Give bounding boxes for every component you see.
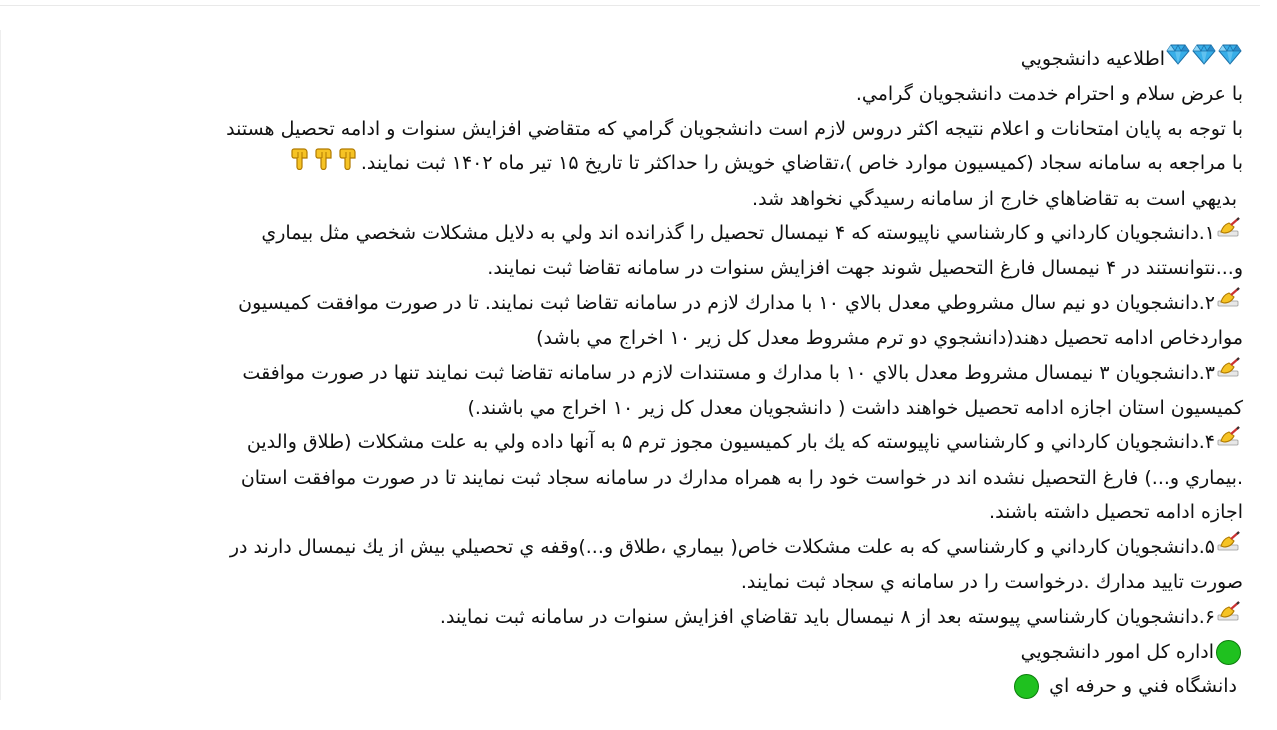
green-circle-icon: [1216, 640, 1241, 665]
list-item-continuation: كميسيون استان اجازه ادامه تحصيل خواهند داشت ( دانشجويان معدل كل زير ۱۰ اخراج مي باشند.): [467, 397, 1243, 420]
list-item-continuation: اجازه ادامه تحصيل داشته باشند.: [989, 501, 1243, 524]
list-item: ۶.دانشجويان كارشناسي پيوسته بعد از ۸ نيمسال بايد تقاضاي افزايش سنوات در سامانه ثبت نمايند.: [2, 600, 1243, 635]
deadline-text: با مراجعه به سامانه سجاد (كميسيون موارد خاص )،تقاضاي خويش را حداكثر تا تاريخ ۱۵ تير ماه ۱۴۰۲ ثبت نمايند.: [360, 152, 1243, 175]
signature-office-line: [2, 635, 1243, 669]
signature-university-line: [2, 669, 1243, 703]
greeting-line: با عرض سلام و احترام خدمت دانشجويان گرامي.: [855, 83, 1243, 106]
list-item-continuation: و...نتوانستند در ۴ نيمسال فارغ التحصيل شوند جهت افزايش سنوات در سامانه تقاضا ثبت نمايند.: [487, 257, 1243, 280]
hand-pointing-down-icon: [290, 146, 312, 181]
green-circle-icon: [1014, 674, 1039, 699]
writing-hand-icon: [1216, 530, 1242, 565]
list-item-continuation: .بيماري و...) فارغ التحصيل نشده اند در خواست خود را به همراه مدارك در سامانه سجاد ثبت نمايند تا در صورت موافقت استان: [240, 466, 1243, 489]
post-title-line: [2, 42, 1243, 77]
hand-pointing-down-icon: [338, 146, 360, 181]
post-title: اطلاعيه دانشجويي: [1020, 48, 1165, 71]
gem-icon: [1192, 42, 1216, 77]
hand-pointing-down-icon: [314, 146, 336, 181]
list-item-continuation: صورت تاييد مدارك .درخواست را در سامانه ي سجاد ثبت نمايند.: [740, 571, 1243, 594]
announcement-post: [2, 42, 1243, 704]
writing-hand-icon: [1216, 216, 1242, 251]
writing-hand-icon: [1216, 356, 1242, 391]
signature-university: دانشگاه فني و حرفه اي: [1049, 675, 1237, 698]
writing-hand-icon: [1216, 286, 1242, 321]
list-item: ۲.دانشجويان دو نيم سال مشروطي معدل بالاي ۱۰ با مدارك لازم در سامانه تقاضا ثبت نمايند. تا در صورت موافقت كميسيون: [2, 286, 1243, 321]
list-item: ۳.دانشجويان ۳ نيمسال مشروط معدل بالاي ۱۰ با مدارك و مستندات لازم در سامانه تقاضا ثبت نمايند تنها در صورت موافقت: [2, 356, 1243, 391]
signature-office: اداره كل امور دانشجويي: [1020, 640, 1214, 663]
intro-line-1: با توجه به پايان امتحانات و اعلام نتيجه اكثر دروس لازم است دانشجويان گرامي كه متقاضي افزايش سنوات و ادامه تحصيل هستند: [226, 117, 1243, 140]
left-divider: [0, 30, 1, 700]
list-item: ۵.دانشجويان كارداني و كارشناسي كه به علت مشكلات خاص( بيماري ،طلاق و...)وقفه ي تحصيلي بيش از يك نيمسال دارند در: [2, 530, 1243, 565]
list-item-continuation: مواردخاص ادامه تحصيل دهند(دانشجوي دو ترم مشروط معدل كل زير ۱۰ اخراج مي باشد): [536, 327, 1243, 350]
gem-icon: [1218, 42, 1242, 77]
gem-icon: [1166, 42, 1190, 77]
list-item: ۱.دانشجويان كارداني و كارشناسي ناپيوسته كه ۴ نيمسال تحصيل را گذرانده اند ولي به دلايل مشكلات شخصي مثل بيماري: [2, 216, 1243, 251]
writing-hand-icon: [1216, 600, 1242, 635]
intro-line-2: [2, 146, 1243, 181]
notice-line: بديهي است به تقاضاهاي خارج از سامانه رسيدگي نخواهد شد.: [752, 187, 1237, 210]
top-divider: [0, 5, 1260, 6]
list-item: ۴.دانشجويان كارداني و كارشناسي ناپيوسته كه يك بار كميسيون مجوز ترم ۵ به آنها داده ولي به علت مشكلات (طلاق والدين: [2, 425, 1243, 460]
writing-hand-icon: [1216, 425, 1242, 460]
